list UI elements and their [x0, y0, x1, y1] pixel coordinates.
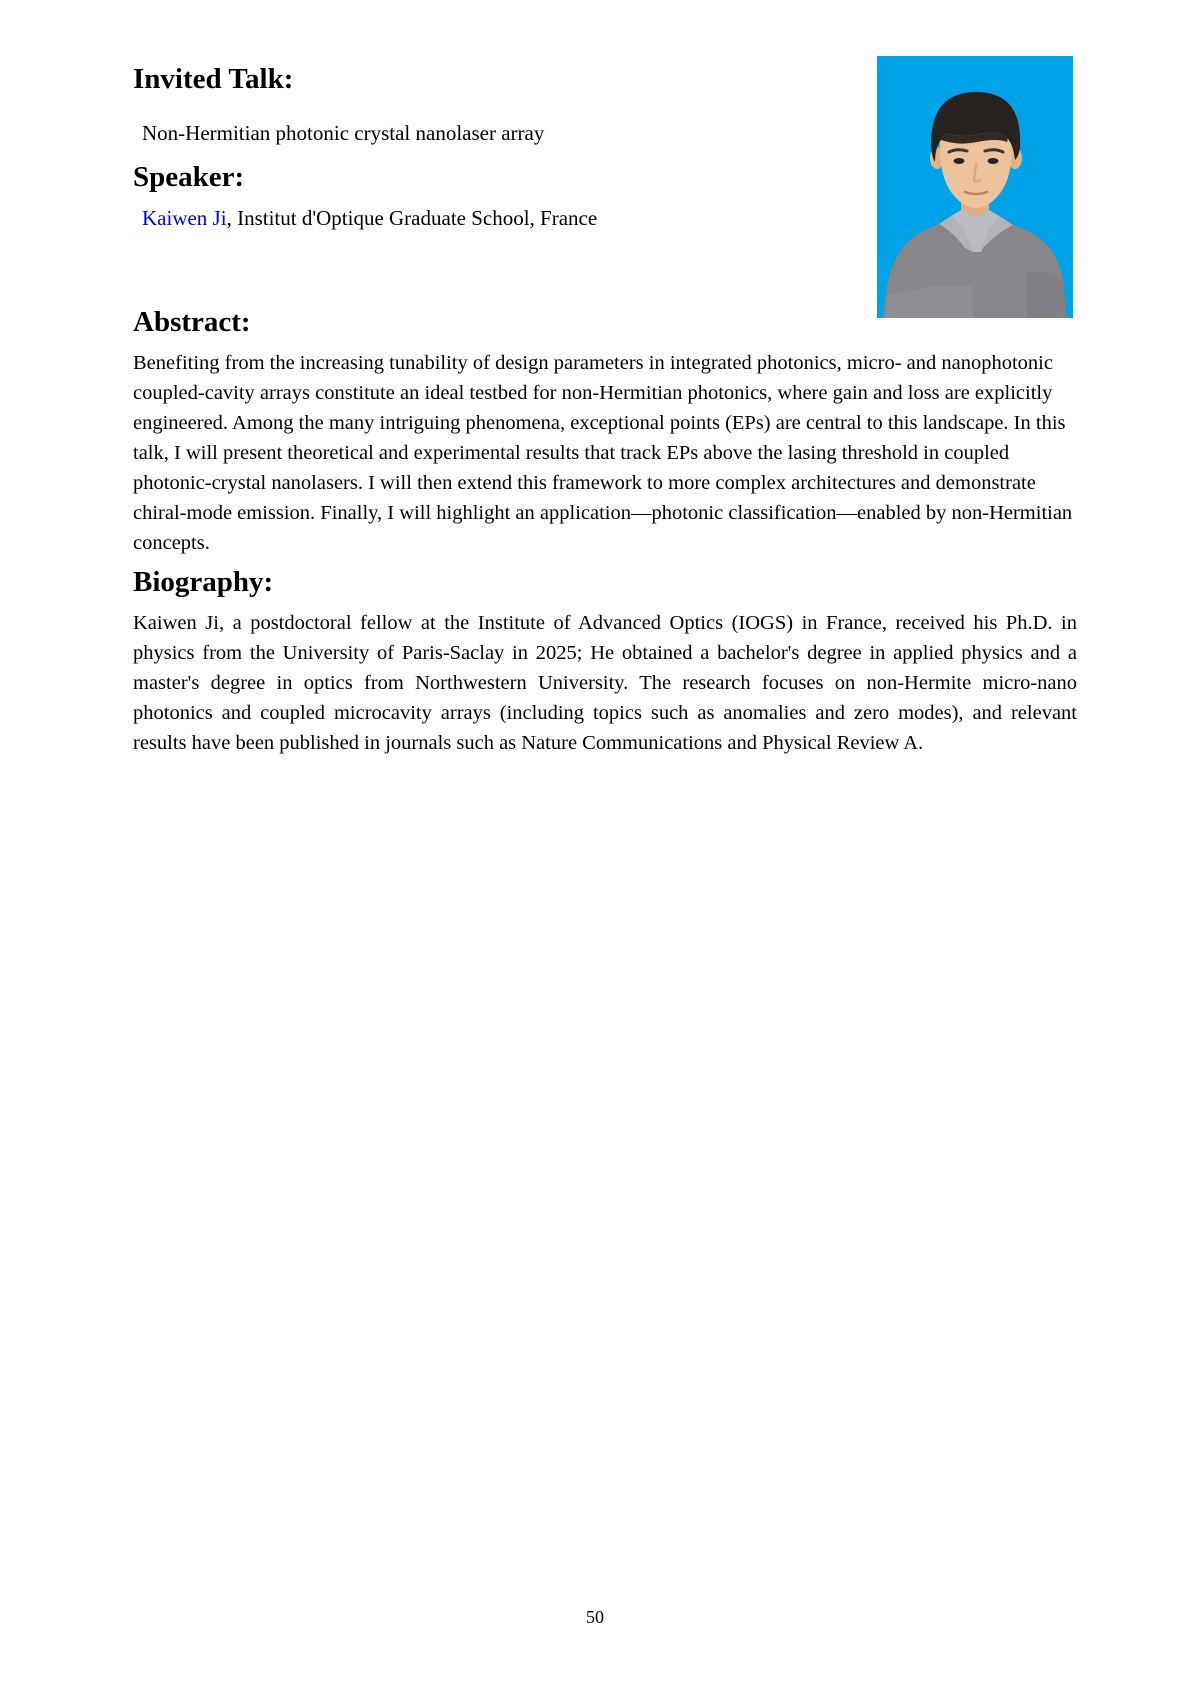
- speaker-name-link[interactable]: Kaiwen Ji: [142, 206, 227, 230]
- page-number: 50: [586, 1607, 604, 1627]
- page-content: [133, 0, 1077, 758]
- invited-talk-heading: Invited Talk:: [133, 63, 294, 95]
- speaker-affiliation: , Institut d'Optique Graduate School, France: [226, 206, 598, 230]
- speaker-heading: Speaker:: [133, 161, 245, 193]
- speaker-line: [133, 203, 1077, 233]
- abstract-heading: Abstract:: [133, 306, 251, 338]
- biography-heading: Biography:: [133, 566, 274, 598]
- abstract-text: Benefiting from the increasing tunability of design parameters in integrated photonics, micro- and nanophotonic coupled-cavity arrays constitute an ideal testbed for non-Hermitian photonics, where gain and loss are explicitly engineered. Among the many intriguing phenomena, exceptional points (EPs) are central to this landscape. In this talk, I will present theoretical and experimental results that track EPs above the lasing threshold in coupled photonic-crystal nanolasers. I will then extend this framework to more complex architectures and demonstrate chiral-mode emission. Finally, I will highlight an application—photonic classification—enabled by non-Hermitian concepts.: [133, 352, 1073, 554]
- biography-text: Kaiwen Ji, a postdoctoral fellow at the Institute of Advanced Optics (IOGS) in France, received his Ph.D. in physics from the University of Paris-Saclay in 2025; He obtained a bachelor's degree in applied physics and a master's degree in optics from Northwestern University. The research focuses on non-Hermite micro-nano photonics and coupled microcavity arrays (including topics such as anomalies and zero modes), and relevant results have been published in journals such as Nature Communications and Physical Review A.: [133, 612, 1077, 754]
- talk-title: Non-Hermitian photonic crystal nanolaser array: [142, 121, 545, 145]
